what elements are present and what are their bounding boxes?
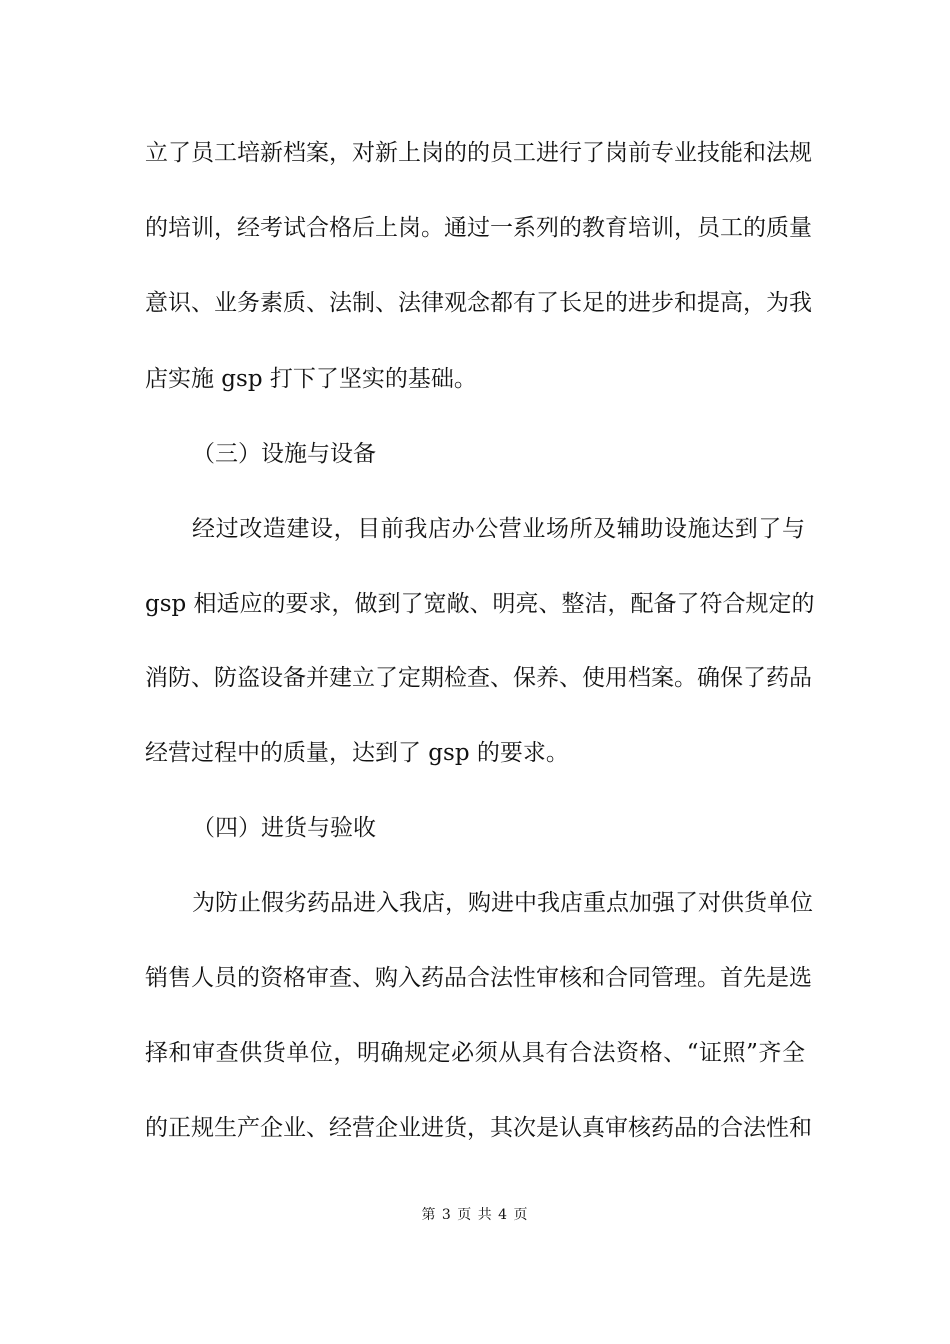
text-line: 消防、防盗设备并建立了定期检查、保养、使用档案。确保了药品	[145, 665, 812, 691]
text-line: 的培训，经考试合格后上岗。通过一系列的教育培训，员工的质量	[145, 215, 812, 241]
text-line: 经过改造建设，目前我店办公营业场所及辅助设施达到了与	[192, 516, 805, 542]
section-heading: （三）设施与设备	[192, 441, 376, 467]
text-line: 店实施 gsp 打下了坚实的基础。	[145, 366, 477, 392]
text-line: 的正规生产企业、经营企业进货，其次是认真审核药品的合法性和	[145, 1115, 812, 1141]
page-number-footer	[0, 1205, 950, 1225]
page-number: 第 3 页 共 4 页	[421, 1207, 529, 1223]
text-line: 择和审查供货单位，明确规定必须从具有合法资格、“证照”齐全	[145, 1040, 805, 1066]
text-line: gsp 相适应的要求，做到了宽敞、明亮、整洁，配备了符合规定的	[145, 591, 815, 617]
text-line: 销售人员的资格审查、购入药品合法性审核和合同管理。首先是选	[145, 965, 812, 991]
text-line: 为防止假劣药品进入我店，购进中我店重点加强了对供货单位	[192, 890, 813, 916]
text-line: 意识、业务素质、法制、法律观念都有了长足的进步和提高，为我	[145, 290, 812, 316]
section-heading: （四）进货与验收	[192, 815, 376, 841]
text-line: 经营过程中的质量，达到了 gsp 的要求。	[145, 740, 569, 766]
text-line: 立了员工培新档案，对新上岗的的员工进行了岗前专业技能和法规	[145, 140, 812, 166]
